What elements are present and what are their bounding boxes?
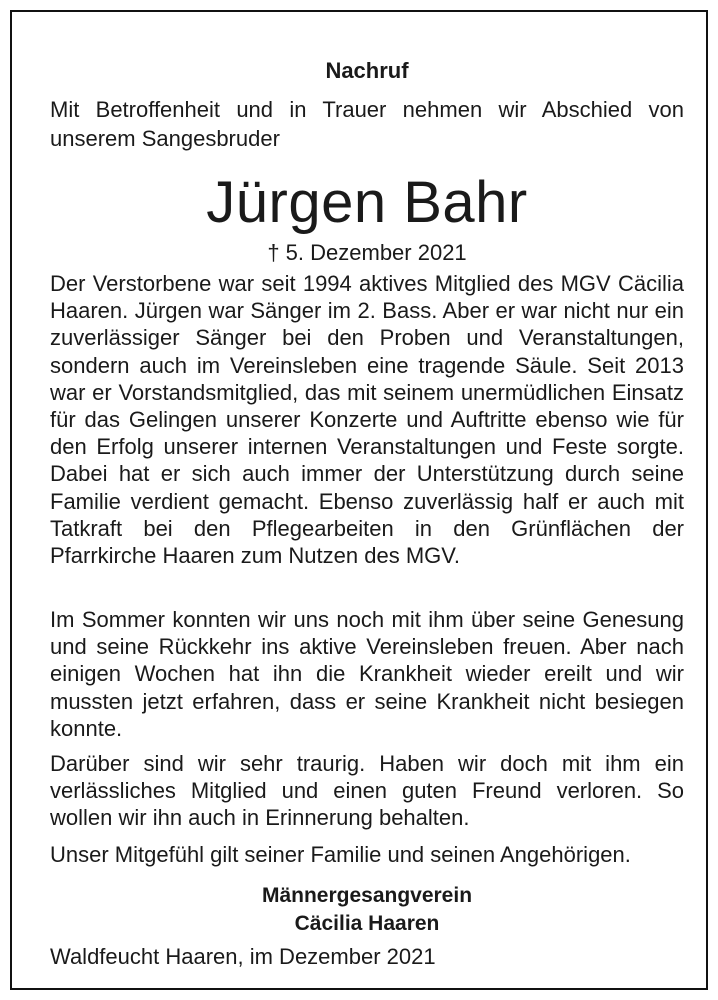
paragraph-illness: Im Sommer konnten wir uns noch mit ihm über seine Genesung und seine Rückkehr ins aktive Vereinsleben freuen. Aber nach einigen Wochen hat ihn die Krankheit wieder ereilt und wir mussten jetzt erfahren, dass er seine Krankheit nicht besiegen konnte.: [50, 607, 684, 741]
organization-name-line2: Cäcilia Haaren: [294, 912, 440, 935]
obituary-heading: Nachruf: [325, 58, 409, 83]
intro-text: Mit Betroffenheit und in Trauer nehmen wir Abschied von unserem Sangesbruder: [50, 97, 684, 151]
deceased-name: Jürgen Bahr: [206, 170, 528, 235]
organization-signature: [50, 882, 684, 938]
paragraph-sorrow: Darüber sind wir sehr traurig. Haben wir doch mit ihm ein verlässliches Mitglied und einen guten Freund verloren. So wollen wir ihn auch in Erinnerung behalten.: [50, 751, 684, 831]
organization-name-line1: Männergesangverein: [261, 884, 473, 907]
death-date: † 5. Dezember 2021: [267, 240, 467, 265]
place-date: Waldfeucht Haaren, im Dezember 2021: [50, 944, 436, 969]
paragraph-membership: Der Verstorbene war seit 1994 aktives Mitglied des MGV Cäcilia Haaren. Jürgen war Sänger im 2. Bass. Aber er war nicht nur ein zuverlässiger Sänger bei den Proben und Veranstaltungen, sondern auch im Vereinsleben eine tragende Säule. Seit 2013 war er Vorstandsmitglied, das mit seinem unermüdlichen Einsatz für das Gelingen unserer Konzerte und Auftritte ebenso wie für den Erfolg unserer internen Veranstaltungen und Feste sorgte. Dabei hat er sich auch immer der Unterstützung durch seine Familie verdient gemacht. Ebenso zuverlässig half er auch mit Tatkraft bei den Pflegearbeiten in den Grünflächen der Pfarrkirche Haaren zum Nutzen des MGV.: [50, 271, 684, 569]
paragraph-condolence: Unser Mitgefühl gilt seiner Familie und seinen Angehörigen.: [50, 842, 631, 867]
obituary-frame: [10, 10, 708, 990]
